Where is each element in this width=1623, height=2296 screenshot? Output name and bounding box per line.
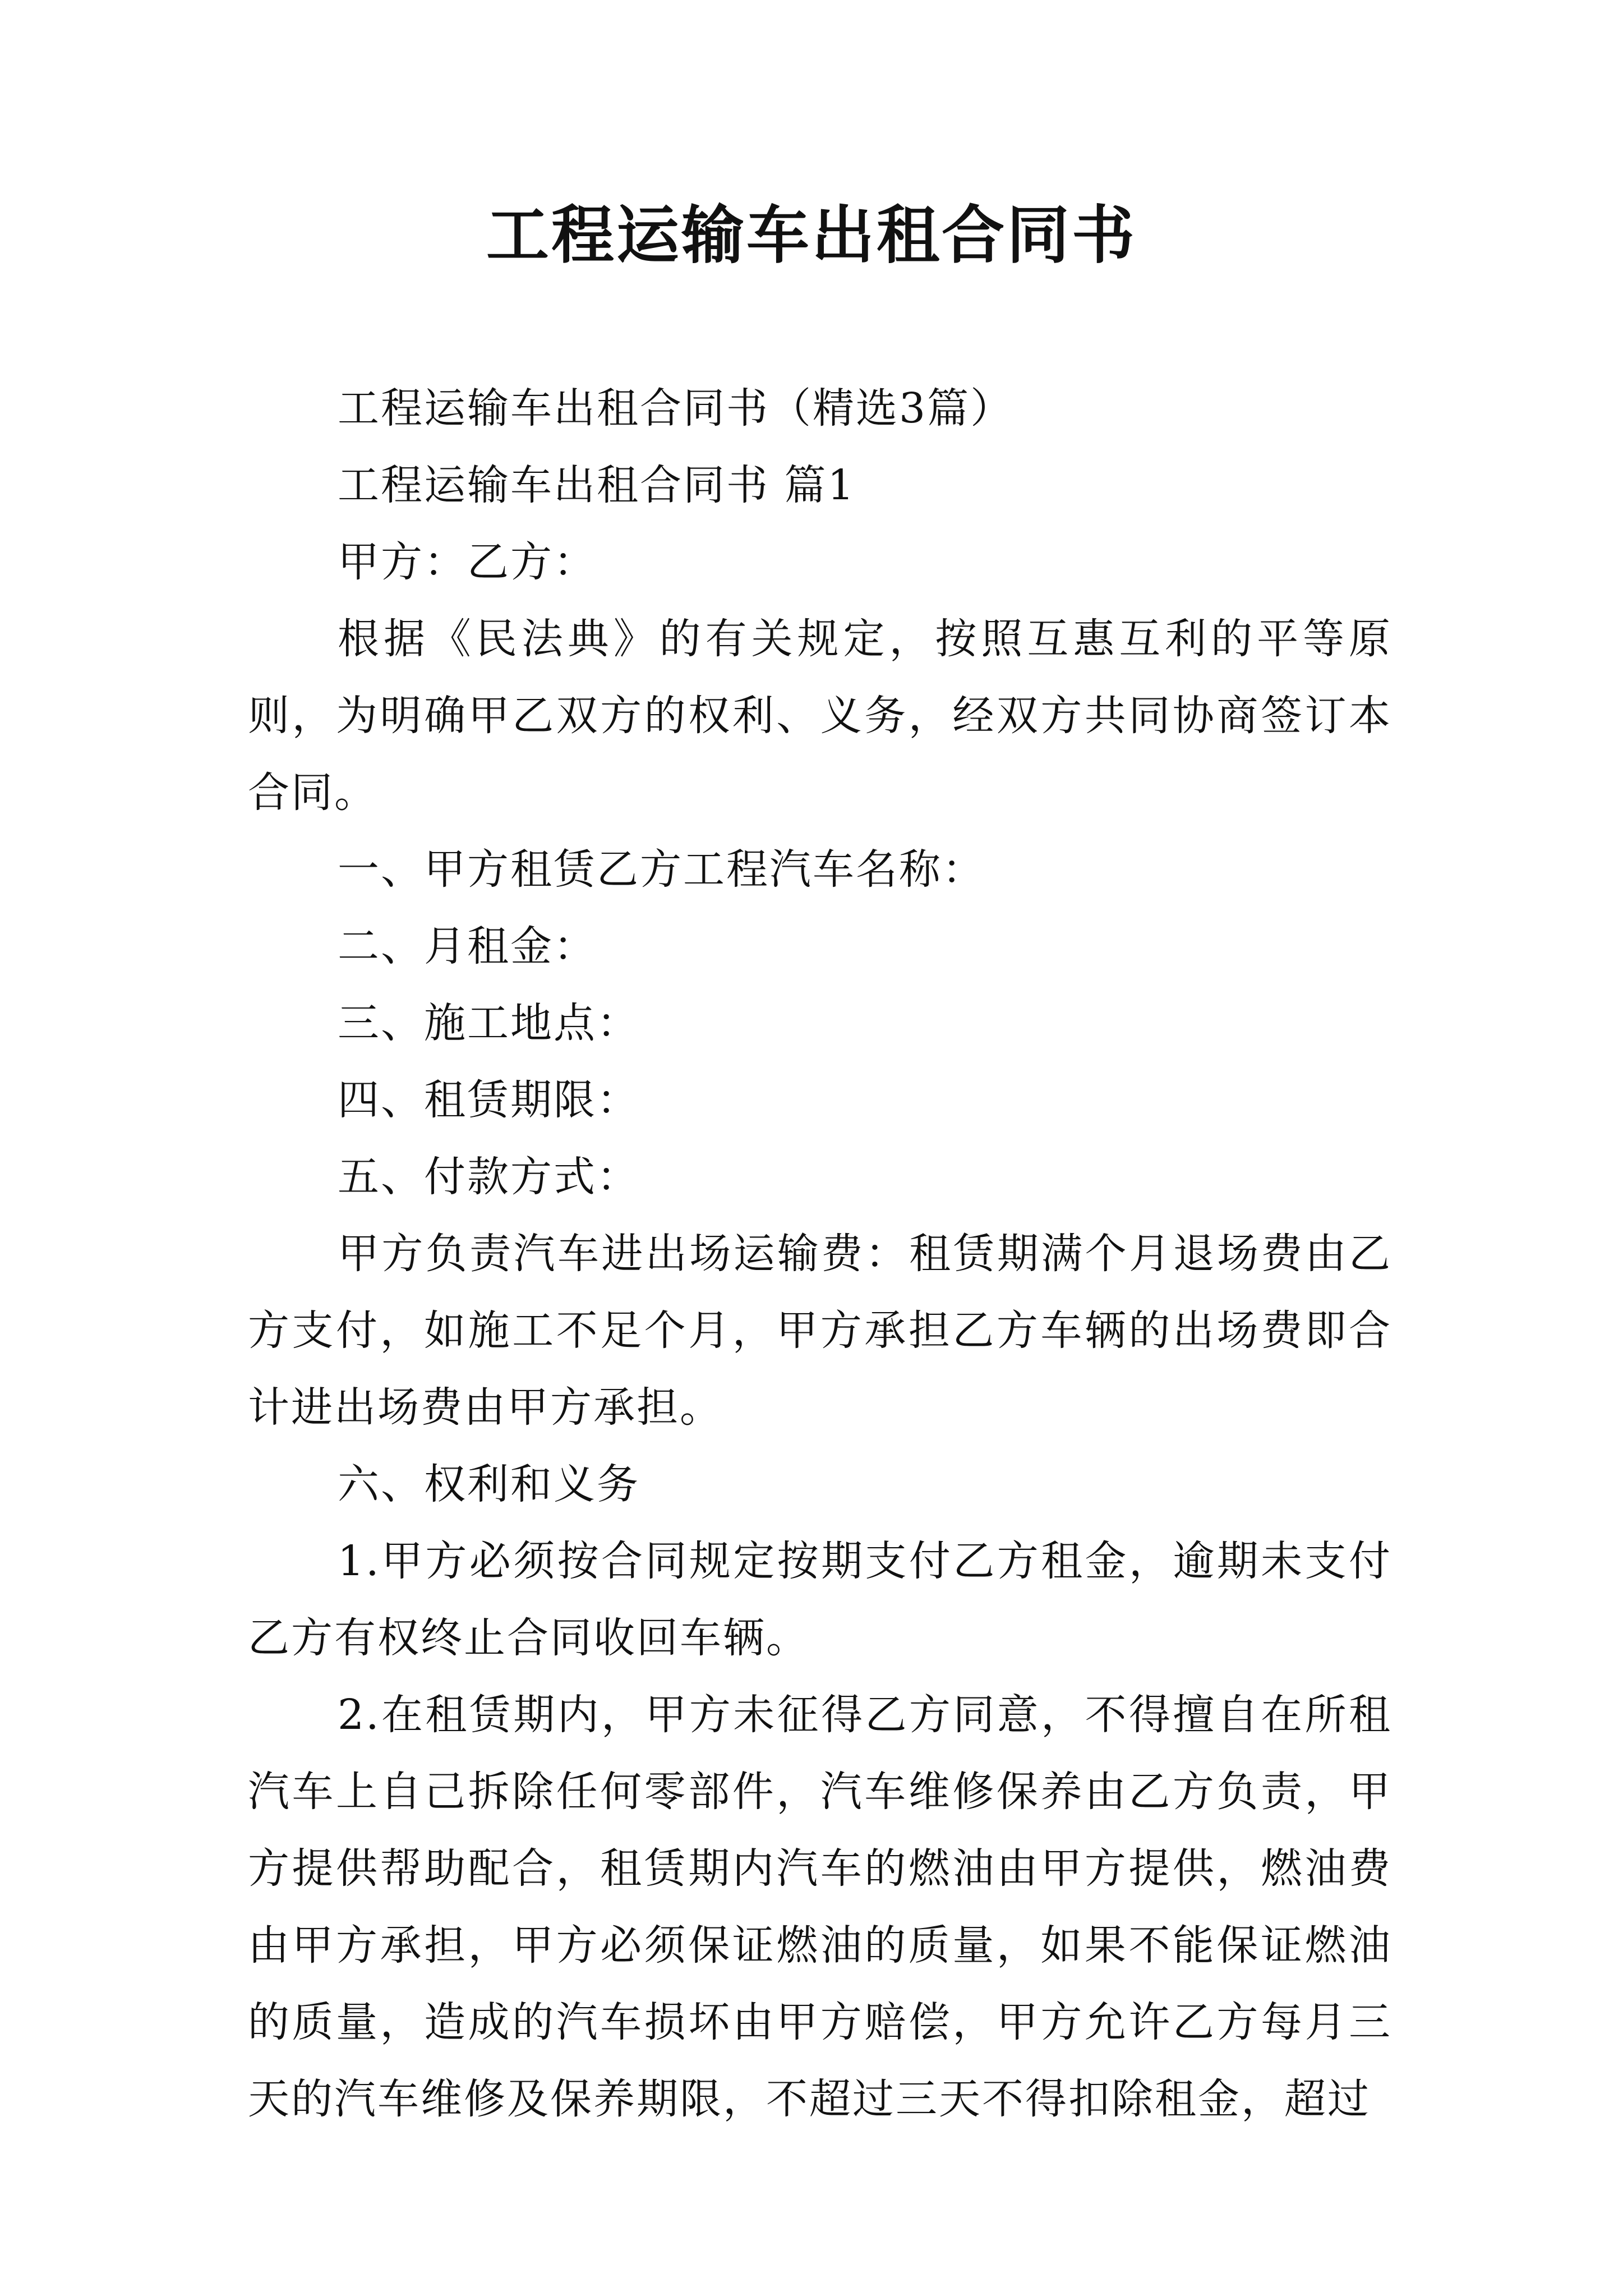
paragraph-clause-3: 三、施工地点： bbox=[338, 999, 640, 1047]
paragraph-item-1: 1.甲方必须按合同规定按期支付乙方租金，逾期未支付乙方有权终止合同收回车辆。 bbox=[248, 1537, 1392, 1662]
paragraph-item-2: 2.在租赁期内，甲方未征得乙方同意，不得擅自在所租汽车上自己拆除任何零部件，汽车维修保养由乙方负责，甲方提供帮助配合，租赁期内汽车的燃油由甲方提供，燃油费由甲方承担，甲方必须保证燃油的质量，如果不能保证燃油的质量，造成的汽车损坏由甲方赔偿，甲方允许乙方每月三天的汽车维修及保养期限，不超过三天不得扣除租金，超过 bbox=[248, 1691, 1392, 2123]
paragraph-parties: 甲方：乙方： bbox=[338, 538, 597, 586]
paragraph-transport-fee: 甲方负责汽车进出场运输费：租赁期满个月退场费由乙方支付，如施工不足个月，甲方承担乙方车辆的出场费即合计进出场费由甲方承担。 bbox=[248, 1230, 1392, 1432]
paragraph-clause-2: 二、月租金： bbox=[338, 922, 597, 970]
document-body bbox=[248, 370, 1392, 2138]
paragraph-section-heading: 工程运输车出租合同书 篇1 bbox=[338, 461, 856, 509]
document-title: 工程运输车出租合同书 bbox=[486, 199, 1137, 272]
paragraph-clause-5: 五、付款方式： bbox=[338, 1153, 640, 1201]
paragraph-clause-1: 一、甲方租赁乙方工程汽车名称： bbox=[338, 845, 985, 894]
paragraph-clause-4: 四、租赁期限： bbox=[338, 1076, 640, 1124]
paragraph-subtitle: 工程运输车出租合同书（精选3篇） bbox=[338, 384, 1014, 432]
paragraph-preamble: 根据《民法典》的有关规定，按照互惠互利的平等原则，为明确甲乙双方的权利、义务，经双方共同协商签订本合同。 bbox=[248, 615, 1392, 817]
paragraph-clause-6: 六、权利和义务 bbox=[338, 1460, 640, 1508]
